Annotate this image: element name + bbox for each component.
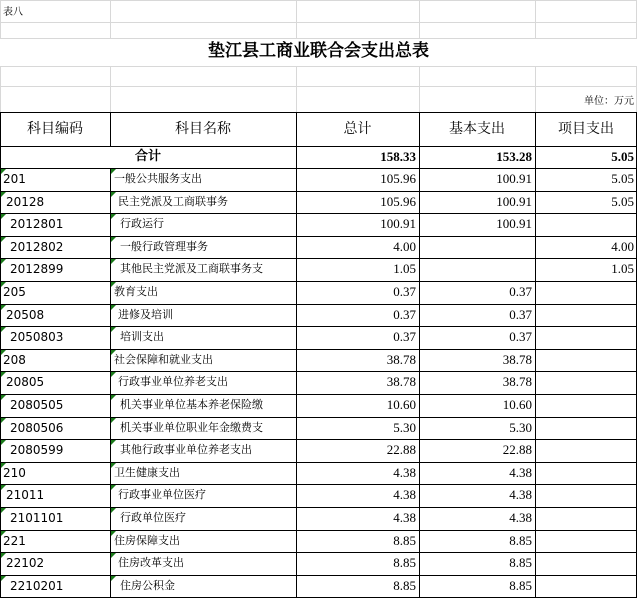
total-row-project: 5.05 <box>611 149 634 164</box>
cell-name: 社会保障和就业支出 <box>114 352 213 366</box>
header-project: 项目支出 <box>558 121 614 137</box>
cell-comment-marker-icon <box>111 372 116 377</box>
cell-code: 221 <box>3 533 26 548</box>
cell-name: 一般公共服务支出 <box>114 172 202 185</box>
cell-name: 行政运行 <box>120 217 164 231</box>
cell-project <box>535 462 637 485</box>
cell-comment-marker-icon <box>111 576 116 581</box>
cell-comment-marker-icon <box>111 395 116 400</box>
cell-comment-marker-icon <box>111 553 116 558</box>
cell-comment-marker-icon <box>1 192 6 197</box>
cell-comment-marker-icon <box>111 169 116 174</box>
cell-total: 22.88 <box>386 442 416 458</box>
cell-comment-marker-icon <box>1 237 6 242</box>
cell-total: 38.78 <box>386 374 416 390</box>
cell-project: 5.05 <box>611 171 634 186</box>
cell-comment-marker-icon <box>1 418 6 423</box>
cell-name: 卫生健康支出 <box>114 465 180 479</box>
cell-basic: 100.91 <box>496 193 532 209</box>
cell-code: 2080505 <box>10 398 64 412</box>
cell-comment-marker-icon <box>111 440 116 445</box>
unit-label: 单位：万元 <box>584 96 634 106</box>
cell-basic: 4.38 <box>509 510 532 525</box>
cell-total: 105.96 <box>380 193 416 209</box>
cell-name: 住房保障支出 <box>114 533 180 547</box>
cell-name: 行政事业单位养老支出 <box>118 375 228 389</box>
cell-comment-marker-icon <box>111 327 116 332</box>
grid-line <box>419 0 420 38</box>
cell-basic: 0.37 <box>509 329 532 345</box>
cell-code: 20805 <box>6 375 45 390</box>
cell-name: 其他民主党派及工商联事务支 <box>120 262 263 276</box>
cell-code: 201 <box>3 172 26 186</box>
cell-total: 8.85 <box>393 532 416 548</box>
cell-comment-marker-icon <box>1 531 6 536</box>
cell-project <box>535 394 637 417</box>
cell-total: 4.00 <box>393 238 416 254</box>
cell-basic: 10.60 <box>502 397 532 412</box>
cell-project <box>535 417 637 440</box>
cell-code: 2080599 <box>10 443 64 458</box>
cell-comment-marker-icon <box>1 259 6 264</box>
cell-total: 4.38 <box>393 464 416 480</box>
cell-project <box>535 213 637 236</box>
cell-comment-marker-icon <box>1 327 6 332</box>
cell-comment-marker-icon <box>111 485 116 490</box>
cell-project <box>535 326 637 349</box>
cell-comment-marker-icon <box>1 576 6 581</box>
cell-basic: 5.30 <box>509 419 532 435</box>
cell-name: 住房公积金 <box>120 578 175 592</box>
cell-comment-marker-icon <box>1 350 6 355</box>
page-title: 垫江县工商业联合会支出总表 <box>208 41 429 61</box>
cell-comment-marker-icon <box>111 214 116 219</box>
table-number-label: 表八 <box>3 7 23 17</box>
cell-basic: 0.37 <box>509 284 532 299</box>
cell-name: 一般行政管理事务 <box>120 239 208 253</box>
cell-comment-marker-icon <box>1 395 6 400</box>
cell-comment-marker-icon <box>111 192 116 197</box>
cell-comment-marker-icon <box>1 440 6 445</box>
header-basic: 基本支出 <box>449 121 505 137</box>
cell-basic: 22.88 <box>502 442 532 458</box>
cell-comment-marker-icon <box>1 553 6 558</box>
cell-basic: 8.85 <box>509 577 532 593</box>
cell-project: 4.00 <box>611 238 634 254</box>
cell-basic: 38.78 <box>502 374 532 390</box>
grid-line <box>110 66 111 112</box>
cell-name: 行政事业单位医疗 <box>118 488 206 502</box>
grid-line <box>535 0 536 38</box>
cell-total: 8.85 <box>393 577 416 593</box>
total-row-total: 158.33 <box>380 149 416 164</box>
cell-name: 培训支出 <box>120 330 164 344</box>
grid-line <box>0 86 637 87</box>
cell-project <box>535 575 637 598</box>
cell-comment-marker-icon <box>1 485 6 490</box>
cell-basic: 4.38 <box>509 487 532 503</box>
cell-name: 机关事业单位职业年金缴费支 <box>120 420 263 434</box>
cell-project <box>535 349 637 372</box>
cell-comment-marker-icon <box>111 508 116 513</box>
cell-comment-marker-icon <box>111 282 116 287</box>
cell-comment-marker-icon <box>1 463 6 468</box>
cell-basic: 100.91 <box>496 216 532 232</box>
cell-project <box>535 304 637 327</box>
cell-total: 10.60 <box>386 397 416 412</box>
cell-total: 4.38 <box>393 487 416 503</box>
cell-project <box>535 530 637 553</box>
cell-comment-marker-icon <box>1 214 6 219</box>
total-row-basic: 153.28 <box>496 149 532 164</box>
cell-basic: 4.38 <box>509 464 532 480</box>
cell-name: 民主党派及工商联事务 <box>118 194 228 208</box>
cell-code: 20128 <box>6 194 45 209</box>
cell-total: 105.96 <box>380 171 416 186</box>
cell-comment-marker-icon <box>1 169 6 174</box>
cell-name: 教育支出 <box>114 285 158 298</box>
grid-line <box>419 66 420 112</box>
cell-code: 205 <box>3 285 26 299</box>
cell-project <box>535 507 637 530</box>
cell-basic: 0.37 <box>509 306 532 322</box>
cell-basic: 38.78 <box>502 351 532 367</box>
cell-code: 2210201 <box>10 578 64 593</box>
cell-name: 其他行政事业单位养老支出 <box>120 443 252 457</box>
cell-name: 机关事业单位基本养老保险缴 <box>120 398 263 411</box>
cell-code: 2050803 <box>10 330 64 345</box>
cell-project <box>535 484 637 507</box>
grid-line <box>0 66 637 67</box>
cell-code: 21011 <box>6 488 45 503</box>
cell-name: 进修及培训 <box>118 307 173 321</box>
grid-line <box>110 0 111 38</box>
cell-code: 20508 <box>6 307 45 322</box>
cell-total: 0.37 <box>393 306 416 322</box>
cell-basic <box>419 236 535 259</box>
cell-comment-marker-icon <box>111 350 116 355</box>
cell-comment-marker-icon <box>1 508 6 513</box>
cell-code: 2012801 <box>10 217 64 232</box>
header-total: 总计 <box>343 121 372 137</box>
total-row-label: 合计 <box>134 149 161 164</box>
cell-code: 2012899 <box>10 262 64 277</box>
grid-line <box>296 66 297 112</box>
cell-project <box>535 371 637 394</box>
cell-comment-marker-icon <box>111 259 116 264</box>
cell-code: 208 <box>3 352 26 367</box>
cell-total: 8.85 <box>393 555 416 571</box>
cell-comment-marker-icon <box>111 531 116 536</box>
cell-basic <box>419 258 535 281</box>
cell-name: 行政单位医疗 <box>120 511 186 524</box>
grid-line <box>0 0 1 38</box>
cell-basic: 8.85 <box>509 555 532 571</box>
cell-code: 2080506 <box>10 420 64 435</box>
cell-code: 22102 <box>6 556 45 571</box>
cell-comment-marker-icon <box>111 463 116 468</box>
cell-total: 100.91 <box>380 216 416 232</box>
cell-basic: 100.91 <box>496 171 532 186</box>
cell-total: 5.30 <box>393 419 416 435</box>
grid-line <box>0 66 1 112</box>
grid-line <box>0 22 637 23</box>
cell-name: 住房改革支出 <box>118 556 184 570</box>
cell-project: 1.05 <box>611 261 634 277</box>
cell-total: 0.37 <box>393 329 416 345</box>
header-code: 科目编码 <box>27 121 83 137</box>
cell-project: 5.05 <box>611 193 634 209</box>
cell-comment-marker-icon <box>1 282 6 287</box>
cell-project <box>535 552 637 575</box>
cell-comment-marker-icon <box>111 305 116 310</box>
cell-project <box>535 439 637 462</box>
cell-code: 2012802 <box>10 239 64 254</box>
cell-comment-marker-icon <box>1 305 6 310</box>
cell-total: 38.78 <box>386 351 416 367</box>
grid-line <box>0 0 637 1</box>
cell-code: 2101101 <box>10 511 64 525</box>
cell-total: 0.37 <box>393 284 416 299</box>
cell-basic: 8.85 <box>509 532 532 548</box>
cell-comment-marker-icon <box>1 372 6 377</box>
cell-code: 210 <box>3 465 26 480</box>
grid-line <box>296 0 297 38</box>
cell-total: 1.05 <box>393 261 416 277</box>
cell-comment-marker-icon <box>111 237 116 242</box>
cell-total: 4.38 <box>393 510 416 525</box>
cell-project <box>535 281 637 304</box>
cell-comment-marker-icon <box>111 418 116 423</box>
header-name: 科目名称 <box>175 121 231 137</box>
